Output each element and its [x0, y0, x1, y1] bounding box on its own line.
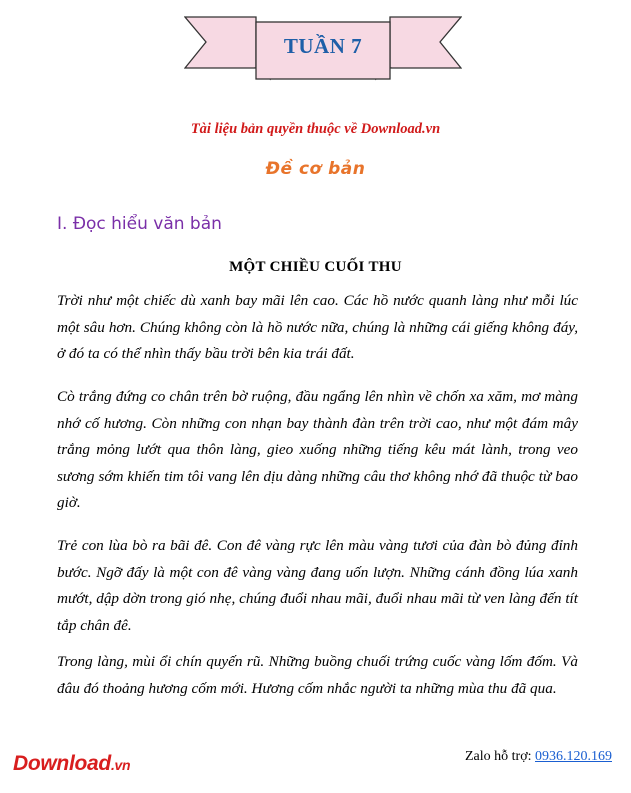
- zalo-label: Zalo hỗ trợ:: [465, 749, 535, 764]
- download-logo[interactable]: [13, 752, 130, 776]
- section-heading: I. Đọc hiểu văn bản: [57, 214, 222, 234]
- logo-main-text: Download: [13, 752, 111, 775]
- story-paragraph-1: Trời như một chiếc dù xanh bay mãi lên cao. Các hồ nước quanh làng như mỗi lúc một sâu hơn. Chúng không còn là hồ nước nữa, chúng là những cái giếng không đáy, ở đó ta có thể nhìn thấy bầu trời bên kia trái đất.: [57, 292, 578, 362]
- copyright-notice: Tài liệu bản quyền thuộc về Download.vn: [190, 121, 441, 137]
- story-paragraph-3: Trẻ con lùa bò ra bãi đê. Con đê vàng rực lên màu vàng tươi của đàn bò đủng đỉnh bước. Ngỡ đấy là một con đê vàng vàng đang uốn lượn. Những cánh đồng lúa xanh mướt, dập dờn trong gió nhẹ, chúng đuổi nhau mãi, đuổi nhau mãi từ ven làng đến tít tắp chân đê.: [57, 537, 578, 634]
- logo-suffix-text: .vn: [110, 757, 131, 773]
- story-title: MỘT CHIỀU CUỐI THU: [229, 259, 402, 275]
- story-paragraph-2: Cò trắng đứng co chân trên bờ ruộng, đầu ngẩng lên nhìn về chốn xa xăm, mơ màng nhớ cố hương. Còn những con nhạn bay thành đàn trên trời cao, như một đám mây trắng mỏng lướt qua thôn làng, gieo xuống những tiếng kêu mát lành, trong veo sương sớm khiến tim tôi vang lên dịu dàng những câu thơ không nhớ đã thuộc từ bao giờ.: [57, 388, 578, 511]
- exam-subtitle: Đề cơ bản: [265, 159, 366, 179]
- week-title: TUẦN 7: [283, 34, 363, 58]
- story-paragraph-4: Trong làng, mùi ổi chín quyến rũ. Những buồng chuối trứng cuốc vàng lốm đốm. Và đâu đó thoảng hương cốm mới. Hương cốm nhắc người ta những mùa thu đã qua.: [57, 653, 578, 697]
- zalo-phone-link[interactable]: 0936.120.169: [535, 749, 612, 764]
- week-banner: [184, 10, 462, 82]
- zalo-support: [465, 749, 612, 765]
